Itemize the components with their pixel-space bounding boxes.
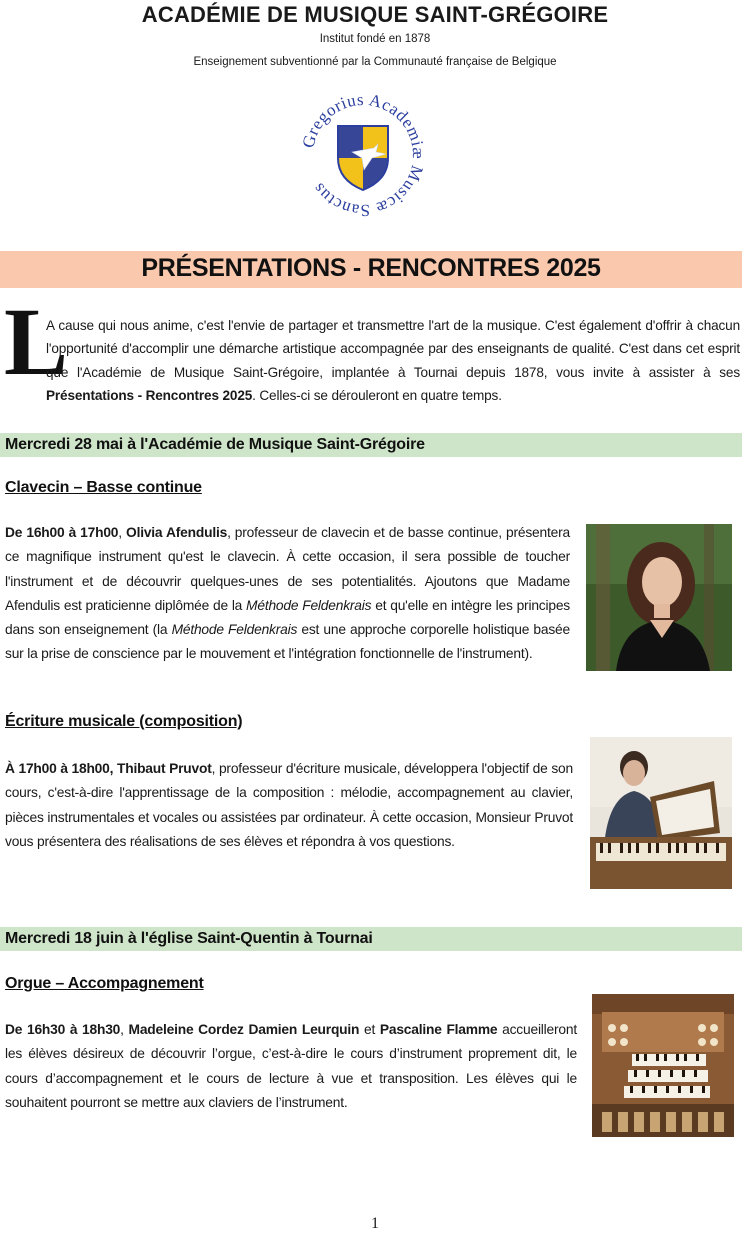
section-heading-may: Mercredi 28 mai à l'Académie de Musique Saint-Grégoire (5, 436, 425, 453)
orgue-teacher-2: Damien Leurquin (248, 1022, 360, 1037)
intro-event-name: Présentations - Rencontres 2025 (46, 388, 253, 404)
section-heading-june: Mercredi 18 juin à l'église Saint-Quentin à Tournai (5, 930, 373, 947)
orgue-teacher-1: Madeleine Cordez (128, 1022, 244, 1037)
page-title: ACADÉMIE DE MUSIQUE SAINT-GRÉGOIRE (141, 2, 609, 27)
clavecin-text-3: est une approche corporelle holistique basée sur la prise de conscience par le mouvement et l'intégration fonctionnelle de l'instrument). (5, 622, 570, 662)
drop-cap: L (4, 288, 69, 395)
organ-photo (592, 994, 734, 1137)
subsidy-subtitle: Enseignement subventionné par la Communauté française de Belgique (193, 56, 557, 68)
clavecin-heading: Clavecin – Basse continue (5, 479, 202, 496)
ecriture-teacher: Thibaut Pruvot (116, 761, 212, 776)
page-number: 1 (371, 1215, 379, 1232)
clavecin-teacher: Olivia Afendulis (126, 525, 228, 540)
ecriture-paragraph (5, 757, 573, 854)
svg-text:Gregorius Academiæ Musicæ Sanc: Gregorius Academi Musicæ Sanctus (300, 92, 426, 218)
method-name: Méthode Feldenkrais (246, 597, 372, 613)
founded-subtitle: Institut fondé en 1878 (319, 33, 431, 45)
ecriture-text-1: , professeur d'écriture musicale, développera l'objectif de son cours, c'est-à-dire l'apprentissage de la composition : mélodie, accompagnement au clavier, pièces instrumentales et vocales ou assistées par ordinateur. À cette occasion, Monsieur Pruvot vous présentera des réalisations de ses élèves et répondra à vos questions. (5, 761, 573, 849)
banner-title: PRÉSENTATIONS - RENCONTRES 2025 (141, 254, 601, 282)
ecriture-heading: Écriture musicale (composition) (5, 713, 243, 730)
separator: , (118, 525, 127, 540)
teacher-photo-afendulis (586, 524, 732, 671)
orgue-teacher-3: Pascaline Flamme (379, 1022, 498, 1037)
teacher-photo-pruvot (590, 737, 732, 889)
intro-text-2: . Celles-ci se dérouleront en quatre temps. (252, 388, 502, 404)
clavecin-paragraph (5, 521, 570, 667)
ecriture-time: À 17h00 à 18h00, (5, 761, 114, 776)
clavecin-text-2: et qu'elle en intègre les principes dans son enseignement (la (5, 597, 570, 638)
intro-paragraph (46, 314, 740, 408)
method-name: Méthode Feldenkrais (171, 622, 298, 638)
conjunction: et (359, 1022, 380, 1037)
clavecin-time: De 16h00 à 17h00 (5, 525, 119, 540)
orgue-heading: Orgue – Accompagnement (5, 975, 204, 992)
clavecin-text-1: , professeur de clavecin et de basse continue, présentera ce magnifique instrument qu'est le clavecin. À cette occasion, il sera possible de toucher l'instrument et de découvrir quelques-unes de ses potentialités. Ajoutons que Madame Afendulis est praticienne diplômée de la (5, 525, 570, 613)
intro-text-1: A cause qui nous anime, c'est l'envie de partager et transmettre l'art de la musique. C'est également d'offrir à chacun l'opportunité d'accomplir une démarche artistique accompagnée par des enseignants de qualité. C'est dans cet esprit que l'Académie de Musique Saint-Grégoire, implantée à Tournai depuis 1878, vous invite à assister à ses (46, 318, 740, 380)
orgue-text-1: accueilleront les élèves désireux de découvrir l’orgue, c’est-à-dire le cours d’instrument proprement dit, le cours d’accompagnement et le cours de lecture à vue et transposition. Les élèves qui le souhaitent pourront se mettre aux claviers de l’instrument. (5, 1022, 577, 1110)
orgue-time: De 16h30 à 18h30 (5, 1022, 121, 1037)
orgue-paragraph: De 16h30 à 18h30, Madeleine Cordez Damien Leurquin et Pascaline Flamme accueilleront les élèves désireux de découvrir l’orgue, c’est-à-dire le cours d’instrument proprement dit, le cours d’accompagnement et le cours de lecture à vue et transposition. Les élèves qui le souhaitent pourront se mettre aux claviers de l’instrument. (5, 1022, 577, 1110)
academy-logo (300, 92, 426, 218)
